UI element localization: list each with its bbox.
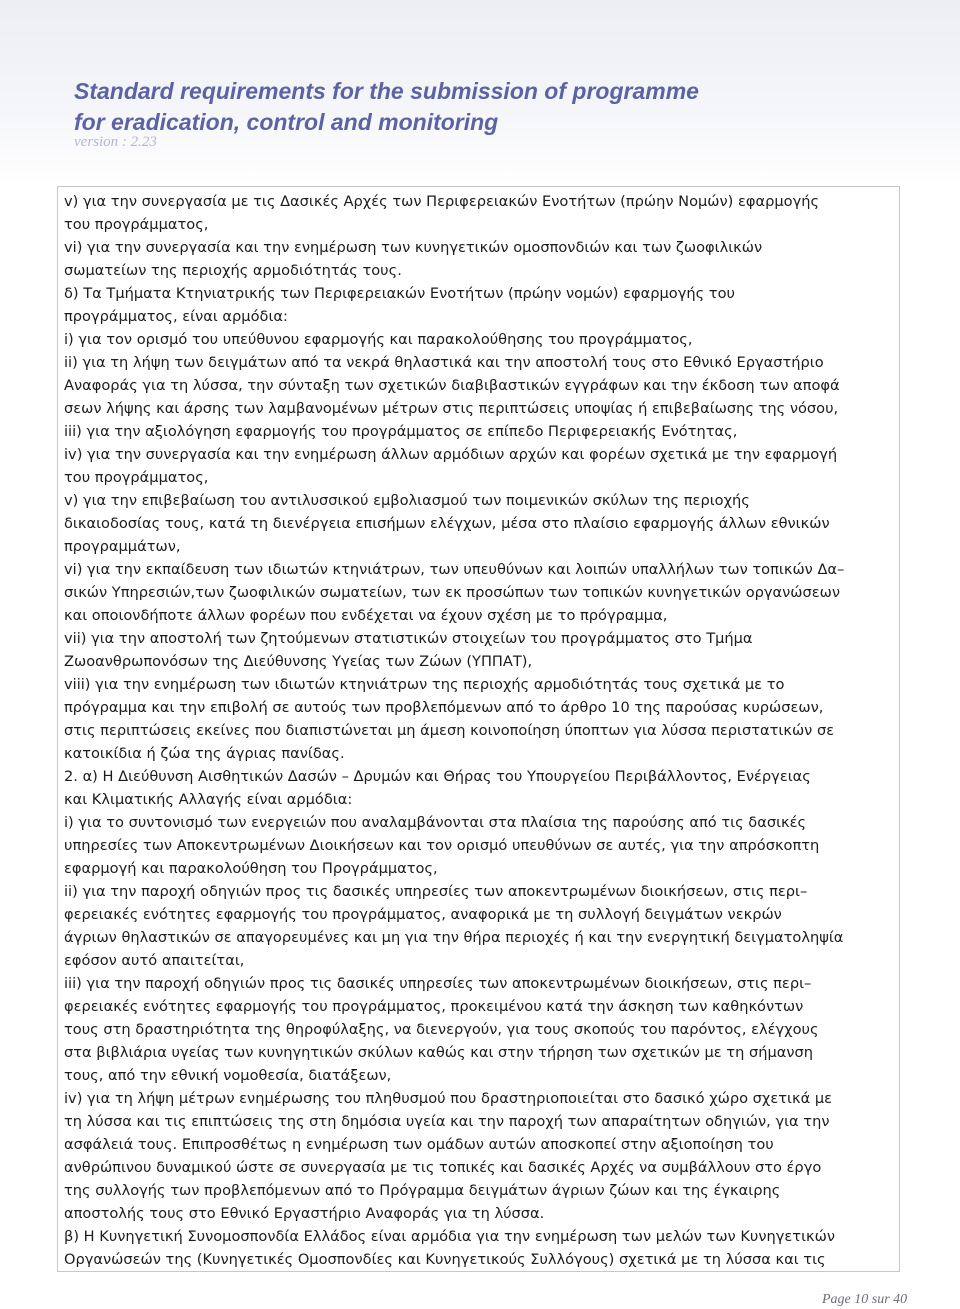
body-text-line: iii) για την αξιολόγηση εφαρμογής του προγράμματος σε επίπεδο Περιφερειακής Ενότητας, [64, 423, 738, 440]
body-text-line: ανθρώπινου δυναμικού ώστε σε συνεργασία με τις τοπικές και δασικές Αρχές να συμβάλλουν στο έργο [64, 1159, 822, 1176]
body-text-line: στα βιβλιάρια υγείας των κυνηγητικών σκύλων καθώς και στην τήρηση των σχετικών με τη σήμανση [64, 1044, 814, 1061]
body-text-line: τη λύσσα και τις επιπτώσεις της στη δημόσια υγεία και την παροχή των απαραίτητων οδηγιών, για την [64, 1113, 830, 1130]
body-text-line: άγριων θηλαστικών σε απαγορευμένες και μη για την θήρα περιοχές ή και την ενεργητική δειγματοληψία [64, 929, 844, 946]
body-text-line: iii) για την παροχή οδηγιών προς τις δασικές υπηρεσίες των αποκεντρωμένων διοικήσεων, στις περι– [64, 975, 812, 992]
page-header [0, 0, 960, 185]
body-text-line: Οργανώσεών της (Κυνηγετικές Ομοσπονδίες και Κυνηγετικούς Συλλόγους) σχετικά με τη λύσσα και τις [64, 1251, 826, 1268]
body-text-line: ii) για τη λήψη των δειγμάτων από τα νεκρά θηλαστικά και την αποστολή τους στο Εθνικό Εργαστήριο [64, 354, 824, 371]
body-text-line: σωματείων της περιοχής αρμοδιότητάς τους. [64, 262, 402, 279]
body-text-line: και οποιονδήποτε άλλων φορέων που ενδέχεται να έχουν σχέση με το πρόγραμμα, [64, 607, 668, 624]
body-text-line: i) για τον ορισμό του υπεύθυνου εφαρμογής και παρακολούθησης του προγράμματος, [64, 331, 693, 348]
body-text-line: ασφάλειά τους. Επιπροσθέτως η ενημέρωση των ομάδων αυτών αποσκοπεί στην αξιοποίηση του [64, 1136, 774, 1153]
document-title [74, 76, 699, 138]
body-text-line: στις περιπτώσεις εκείνες που διαπιστώνεται μη άμεση κοινοποίηση ύποπτων για λύσσα περιστατικών σε [64, 722, 835, 739]
body-text-line: προγραμμάτων, [64, 538, 181, 555]
body-text-line: υπηρεσίες των Αποκεντρωμένων Διοικήσεων και τον ορισμό υπευθύνων σε αυτές, για την απρόσκοπτη [64, 837, 820, 854]
body-text-line: δικαιοδοσίας τους, κατά τη διενέργεια επισήμων ελέγχων, μέσα στο πλαίσιο εφαρμογής άλλων εθνικών [64, 515, 830, 532]
body-text-line: iv) για την συνεργασία και την ενημέρωση άλλων αρμόδιων αρχών και φορέων σχετικά με την εφαρμογή [64, 446, 838, 463]
body-text-line: σεων λήψης και άρσης των λαμβανομένων μέτρων στις περιπτώσεις υποψίας ή επιβεβαίωσης της νόσου, [64, 400, 839, 417]
version-label: version : 2.23 [74, 134, 157, 150]
body-text-line: σικών Υπηρεσιών,των ζωοφιλικών σωματείων, των εκ προσώπων των τοπικών κυνηγετικών οργανώσεων [64, 584, 841, 601]
body-text-line: αποστολής τους στο Εθνικό Εργαστήριο Αναφοράς για τη λύσσα. [64, 1205, 545, 1222]
body-text-line: vi) για την εκπαίδευση των ιδιωτών κτηνιάτρων, των υπευθύνων και λοιπών υπαλλήλων των τοπικών Δα– [64, 561, 845, 578]
body-text-line: κατοικίδια ή ζώα της άγριας πανίδας. [64, 745, 345, 762]
title-line-2: for eradication, control and monitoring [74, 109, 499, 135]
body-text-line: v) για την συνεργασία με τις Δασικές Αρχές των Περιφερειακών Ενοτήτων (πρώην Νομών) εφαρμογής [64, 193, 820, 210]
body-text-line: και Κλιματικής Αλλαγής είναι αρμόδια: [64, 791, 353, 808]
body-text-line: i) για το συντονισμό των ενεργειών που αναλαμβάνονται στα πλαίσια της παρούσης από τις δασικές [64, 814, 807, 831]
document-body [64, 190, 898, 1271]
body-text-line: β) Η Κυνηγετική Συνομοσπονδία Ελλάδος είναι αρμόδια για την ενημέρωση των μελών των Κυνηγετικών [64, 1228, 835, 1245]
title-line-1: Standard requirements for the submission of programme [74, 78, 699, 104]
body-text-line: ii) για την παροχή οδηγιών προς τις δασικές υπηρεσίες των αποκεντρωμένων διοικήσεων, στις περι– [64, 883, 808, 900]
body-text-line: εφαρμογή και παρακολούθηση του Προγράμματος, [64, 860, 438, 877]
body-text-line: εφόσον αυτό απαιτείται, [64, 952, 245, 969]
body-text-line: φερειακές ενότητες εφαρμογής του προγράμματος, αναφορικά με τη συλλογή δειγμάτων νεκρών [64, 906, 782, 923]
body-text-line: vii) για την αποστολή των ζητούμενων στατιστικών στοιχείων του προγράμματος στο Τμήμα [64, 630, 753, 647]
body-text-line: τους στη δραστηριότητα της θηροφύλαξης, να διενεργούν, για τους σκοπούς του παρόντος, ελέγχους [64, 1021, 819, 1038]
body-text-line: του προγράμματος, [64, 469, 209, 486]
page-number: Page 10 sur 40 [822, 1292, 908, 1307]
body-text-line: του προγράμματος, [64, 216, 209, 233]
body-text-line: της συλλογής των προβλεπόμενων από το Πρόγραμμα δειγμάτων άγριων ζώων και της έγκαιρης [64, 1182, 781, 1199]
body-text-line: προγράμματος, είναι αρμόδια: [64, 308, 288, 325]
body-text-line: iv) για τη λήψη μέτρων ενημέρωσης του πληθυσμού που δραστηριοποιείται στο δασικό χώρο σχετικά με [64, 1090, 833, 1107]
body-text-line: φερειακές ενότητες εφαρμογής του προγράμματος, προκειμένου κατά την άσκηση των καθηκόντων [64, 998, 804, 1015]
body-text-line: Ζωοανθρωπονόσων της Διεύθυνσης Υγείας των Ζώων (ΥΠΠΑΤ), [64, 653, 533, 670]
body-text-line: v) για την επιβεβαίωση του αντιλυσσικού εμβολιασμού των ποιμενικών σκύλων της περιοχής [64, 492, 750, 509]
body-text-line: τους, από την εθνική νομοθεσία, διατάξεων, [64, 1067, 392, 1084]
body-text-line: πρόγραμμα και την επιβολή σε αυτούς των προβλεπόμενων από το άρθρο 10 της παρούσας κυρώσεων, [64, 699, 824, 716]
body-text-line: Αναφοράς για τη λύσσα, την σύνταξη των σχετικών διαβιβαστικών εγγράφων και την έκδοση των αποφά [64, 377, 840, 394]
body-text-line: viii) για την ενημέρωση των ιδιωτών κτηνιάτρων της περιοχής αρμοδιότητάς τους σχετικά με το [64, 676, 785, 693]
body-text-line: 2. α) Η Διεύθυνση Αισθητικών Δασών – Δρυμών και Θήρας του Υπουργείου Περιβάλλοντος, Ενέργειας [64, 768, 811, 785]
body-text-line: vi) για την συνεργασία και την ενημέρωση των κυνηγετικών ομοσπονδιών και των ζωοφιλικών [64, 239, 763, 256]
body-text-line: δ) Τα Τμήματα Κτηνιατρικής των Περιφερειακών Ενοτήτων (πρώην νομών) εφαρμογής του [64, 285, 735, 302]
